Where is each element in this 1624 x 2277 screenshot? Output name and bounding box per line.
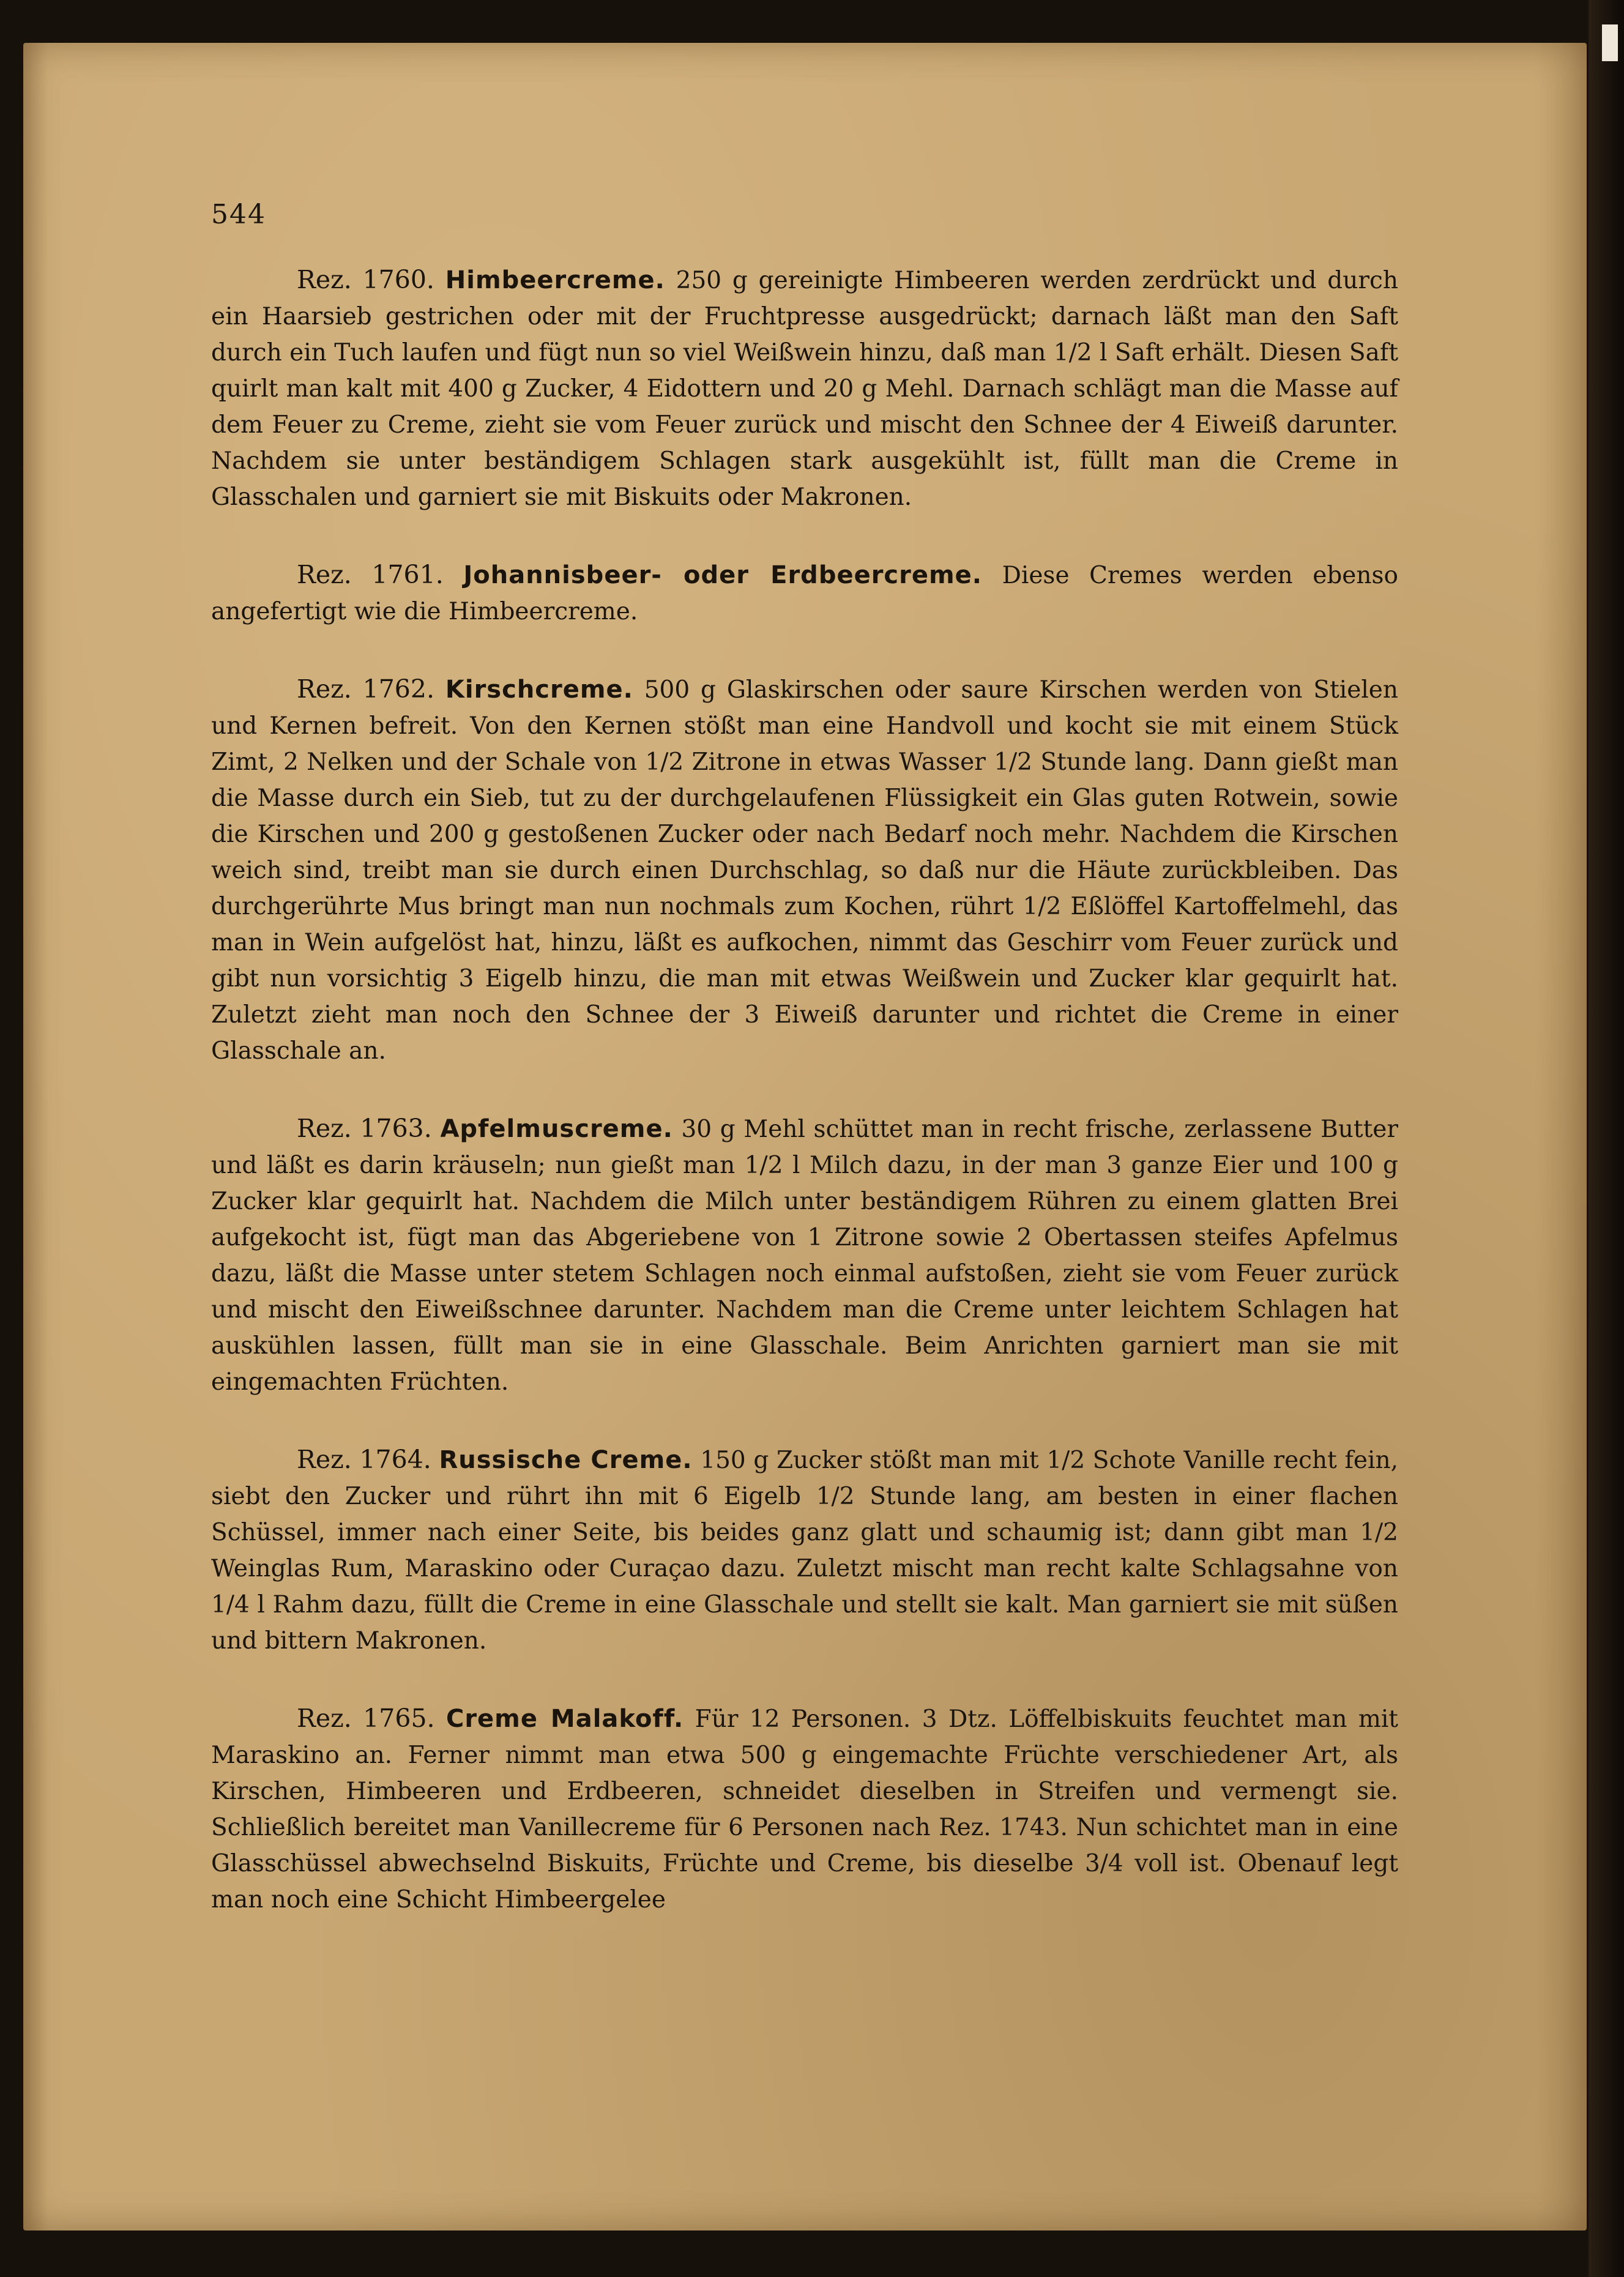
recipe-body: Für 12 Personen. 3 Dtz. Löffelbiskuits feuchtet man mit Maraskino an. Ferner nimmt man etwa 500 g eingemachte Früchte verschiedener Art, als Kirschen, Himbeeren und Erdbeeren, schneidet dieselben in Streifen und vermengt sie. Schließlich bereitet man Vanillecreme für 6 Personen nach Rez. 1743. Nun schichtet man in eine Glasschüssel abwechselnd Biskuits, Früchte und Creme, bis dieselbe 3/4 voll ist. Obenauf legt man noch eine Schicht Himbeergelee: [211, 1705, 1398, 1914]
recipe-1764: [211, 1442, 1398, 1659]
recipe-1763: [211, 1111, 1398, 1400]
recipe-label: Rez.: [297, 1445, 352, 1474]
recipe-number: 1765.: [363, 1704, 435, 1733]
recipe-label: Rez.: [297, 1704, 352, 1733]
recipe-body: 150 g Zucker stößt man mit 1/2 Schote Vanille recht fein, siebt den Zucker und rührt ihn mit 6 Eigelb 1/2 Stunde lang, am besten in einer flachen Schüssel, immer nach einer Seite, bis beides ganz glatt und schaumig ist; dann gibt man 1/2 Weinglas Rum, Maraskino oder Curaçao dazu. Zuletzt mischt man recht kalte Schlagsahne von 1/4 l Rahm dazu, füllt die Creme in eine Glasschale und stellt sie kalt. Man garniert sie mit süßen und bittern Makronen.: [211, 1447, 1398, 1655]
recipe-title: Apfelmuscreme.: [440, 1115, 673, 1143]
recipe-title: Russische Creme.: [439, 1446, 693, 1474]
page-edge-strip: [1602, 24, 1618, 61]
recipe-title: Kirschcreme.: [445, 676, 633, 704]
recipe-label: Rez.: [297, 674, 352, 704]
recipe-number: 1764.: [359, 1445, 431, 1474]
page-number: 544: [211, 199, 266, 230]
recipe-number: 1760.: [362, 265, 434, 294]
book-spine-gutter: [1589, 0, 1624, 2277]
recipe-title: Johannisbeer- oder Erdbeercreme.: [463, 561, 982, 589]
recipe-number: 1762.: [362, 674, 435, 704]
recipe-label: Rez.: [297, 560, 352, 589]
recipe-1761: [211, 557, 1398, 630]
recipe-label: Rez.: [297, 1114, 352, 1143]
recipe-number: 1763.: [360, 1114, 432, 1143]
recipe-body: Diese Cremes werden ebenso angefertigt wie die Himbeercreme.: [211, 562, 1398, 625]
recipe-body: 500 g Glaskirschen oder saure Kirschen werden von Stielen und Kernen befreit. Von den Kernen stößt man eine Handvoll und kocht sie mit einem Stück Zimt, 2 Nelken und der Schale von 1/2 Zitrone in etwas Wasser 1/2 Stunde lang. Dann gießt man die Masse durch ein Sieb, tut zu der durchgelaufenen Flüssigkeit ein Glas guten Rotwein, sowie die Kirschen und 200 g gestoßenen Zucker oder nach Bedarf noch mehr. Nachdem die Kirschen weich sind, treibt man sie durch einen Durchschlag, so daß nur die Häute zurückbleiben. Das durchgerührte Mus bringt man nun nochmals zum Kochen, rührt 1/2 Eßlöffel Kartoffelmehl, das man in Wein aufgelöst hat, hinzu, läßt es aufkochen, nimmt das Geschirr vom Feuer zurück und gibt nun vorsichtig 3 Eigelb hinzu, die man mit etwas Weißwein und Zucker klar gequirlt hat. Zuletzt zieht man noch den Schnee der 3 Eiweiß darunter und richtet die Creme in einer Glasschale an.: [211, 676, 1398, 1065]
recipe-number: 1761.: [371, 560, 444, 589]
recipe-label: Rez.: [297, 265, 352, 294]
recipe-1760: [211, 262, 1398, 515]
recipe-title: Creme Malakoff.: [445, 1705, 684, 1733]
recipe-body: 250 g gereinigte Himbeeren werden zerdrückt und durch ein Haarsieb gestrichen oder mit der Fruchtpresse ausgedrückt; darnach läßt man den Saft durch ein Tuch laufen und fügt nun so viel Weißwein hinzu, daß man 1/2 l Saft erhält. Diesen Saft quirlt man kalt mit 400 g Zucker, 4 Eidottern und 20 g Mehl. Darnach schlägt man die Masse auf dem Feuer zu Creme, zieht sie vom Feuer zurück und mischt den Schnee der 4 Eiweiß darunter. Nachdem sie unter beständigem Schlagen stark ausgekühlt ist, füllt man die Creme in Glasschalen und garniert sie mit Biskuits oder Makronen.: [211, 267, 1398, 511]
recipe-title: Himbeercreme.: [445, 266, 665, 294]
recipe-1765: [211, 1701, 1398, 1918]
recipe-1762: [211, 671, 1398, 1069]
recipe-body: 30 g Mehl schüttet man in recht frische, zerlassene Butter und läßt es darin kräuseln; nun gießt man 1/2 l Milch dazu, in der man 3 ganze Eier und 100 g Zucker klar gequirlt hat. Nachdem die Milch unter beständigem Rühren zu einem glatten Brei aufgekocht ist, fügt man das Abgeriebene von 1 Zitrone sowie 2 Obertassen steifes Apfelmus dazu, läßt die Masse unter stetem Schlagen noch einmal aufstoßen, zieht sie vom Feuer zurück und mischt den Eiweißschnee darunter. Nachdem man die Creme unter leichtem Schlagen hat auskühlen lassen, füllt man sie in eine Glasschale. Beim Anrichten garniert man sie mit eingemachten Früchten.: [211, 1116, 1398, 1396]
recipe-text-block: [211, 177, 1398, 1959]
